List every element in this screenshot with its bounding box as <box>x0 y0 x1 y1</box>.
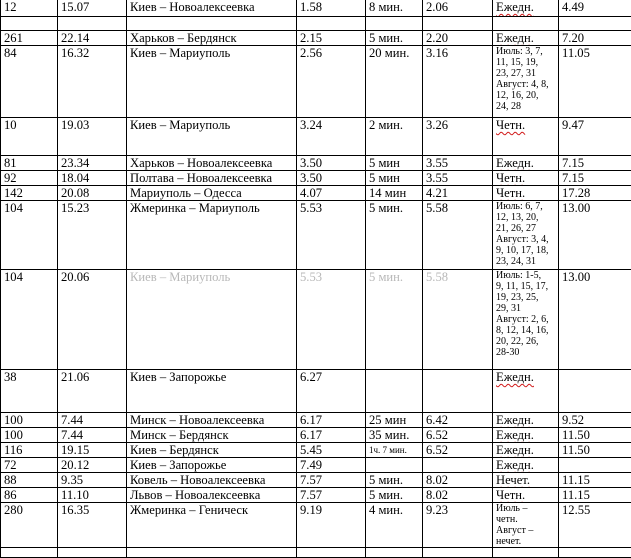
table-row <box>1 413 631 428</box>
table-row <box>1 503 631 548</box>
schedule-line: 12, 13, 20, <box>496 212 558 223</box>
cell-stop-duration: 35 мин. <box>366 428 423 443</box>
cell-arrival-time: 7.57 <box>297 473 366 488</box>
cell-arrival-time: 3.24 <box>297 118 366 156</box>
table-row <box>1 548 631 558</box>
schedule-line: Июль: 6, 7, <box>496 201 558 212</box>
cell-departure-from-station: 4.21 <box>423 186 493 201</box>
cell-train-number <box>1 17 58 31</box>
cell-arrival-destination: 11.50 <box>559 443 631 458</box>
cell-departure-time: 15.23 <box>58 201 127 270</box>
cell-route: Минск – Новоалексеевка <box>127 413 297 428</box>
cell-arrival-time: 7.49 <box>297 458 366 473</box>
cell-arrival-destination: 11.15 <box>559 473 631 488</box>
schedule-line: 19, 23, 25, <box>496 292 558 303</box>
cell-arrival-time: 5.53 <box>297 270 366 370</box>
cell-train-number: 261 <box>1 31 58 46</box>
cell-schedule: Четн. <box>493 171 559 186</box>
cell-route: Харьков – Новоалексеевка <box>127 156 297 171</box>
cell-route: Львов – Новоалексеевка <box>127 488 297 503</box>
cell-departure-from-station: 6.52 <box>423 428 493 443</box>
table-row <box>1 17 631 31</box>
cell-train-number: 100 <box>1 413 58 428</box>
cell-departure-from-station: 6.52 <box>423 443 493 458</box>
cell-departure-time: 16.32 <box>58 46 127 118</box>
table-row <box>1 270 631 370</box>
cell-route: Ковель – Новоалексеевка <box>127 473 297 488</box>
cell-route: Мариуполь – Одесса <box>127 186 297 201</box>
cell-stop-duration: 5 мин. <box>366 473 423 488</box>
cell-departure-time: 9.35 <box>58 473 127 488</box>
cell-departure-time: 16.35 <box>58 503 127 548</box>
cell-stop-duration: 5 мин. <box>366 31 423 46</box>
cell-departure-from-station: 6.42 <box>423 413 493 428</box>
schedule-line: Август: 2, 6, <box>496 314 558 325</box>
cell-schedule: Четн. <box>493 118 559 156</box>
cell-departure-from-station: 2.20 <box>423 31 493 46</box>
cell-route: Киев – Мариуполь <box>127 46 297 118</box>
cell-train-number: 104 <box>1 270 58 370</box>
table-row <box>1 428 631 443</box>
cell-train-number: 12 <box>1 0 58 17</box>
cell-arrival-time: 1.58 <box>297 0 366 17</box>
cell-departure-time: 7.44 <box>58 413 127 428</box>
cell-departure-time: 18.04 <box>58 171 127 186</box>
schedule-line: Август – <box>496 525 558 536</box>
cell-arrival-time: 2.15 <box>297 31 366 46</box>
cell-stop-duration: 5 мин. <box>366 201 423 270</box>
cell-departure-from-station: 8.02 <box>423 473 493 488</box>
cell-departure-from-station <box>423 458 493 473</box>
cell-route: Харьков – Бердянск <box>127 31 297 46</box>
cell-stop-duration: 25 мин <box>366 413 423 428</box>
cell-train-number: 86 <box>1 488 58 503</box>
schedule-line: четн. <box>496 514 558 525</box>
cell-departure-from-station: 5.58 <box>423 270 493 370</box>
cell-train-number: 38 <box>1 370 58 413</box>
schedule-line: 24, 28 <box>496 101 558 112</box>
cell-departure-time <box>58 548 127 558</box>
cell-stop-duration <box>366 548 423 558</box>
cell-departure-from-station: 9.23 <box>423 503 493 548</box>
cell-departure-time: 22.14 <box>58 31 127 46</box>
cell-arrival-destination: 11.05 <box>559 46 631 118</box>
cell-schedule: Ежедн. <box>493 413 559 428</box>
cell-arrival-time: 5.45 <box>297 443 366 458</box>
table-row <box>1 443 631 458</box>
cell-arrival-destination: 7.20 <box>559 31 631 46</box>
cell-arrival-time: 6.27 <box>297 370 366 413</box>
cell-arrival-destination <box>559 548 631 558</box>
cell-departure-from-station <box>423 370 493 413</box>
cell-schedule: Ежедн. <box>493 370 559 413</box>
cell-schedule: Ежедн. <box>493 156 559 171</box>
schedule-line: 8, 12, 14, 16, <box>496 325 558 336</box>
cell-arrival-time: 4.07 <box>297 186 366 201</box>
cell-stop-duration <box>366 370 423 413</box>
schedule-line: Август: 4, 8, <box>496 79 558 90</box>
cell-route: Полтава – Новоалексеевка <box>127 171 297 186</box>
table-row <box>1 171 631 186</box>
cell-train-number: 104 <box>1 201 58 270</box>
cell-route: Киев – Новоалексеевка <box>127 0 297 17</box>
cell-departure-time: 23.34 <box>58 156 127 171</box>
cell-arrival-destination: 13.00 <box>559 270 631 370</box>
cell-arrival-time: 5.53 <box>297 201 366 270</box>
schedule-line: Июль – <box>496 503 558 514</box>
cell-departure-time: 20.06 <box>58 270 127 370</box>
cell-stop-duration: 2 мин. <box>366 118 423 156</box>
cell-train-number: 100 <box>1 428 58 443</box>
cell-departure-time: 11.10 <box>58 488 127 503</box>
cell-train-number: 84 <box>1 46 58 118</box>
cell-arrival-time <box>297 17 366 31</box>
cell-arrival-time: 7.57 <box>297 488 366 503</box>
cell-arrival-destination: 12.55 <box>559 503 631 548</box>
table-row <box>1 186 631 201</box>
cell-arrival-time: 2.56 <box>297 46 366 118</box>
cell-departure-from-station: 2.06 <box>423 0 493 17</box>
cell-schedule <box>493 17 559 31</box>
cell-route: Минск – Бердянск <box>127 428 297 443</box>
cell-departure-time: 20.12 <box>58 458 127 473</box>
table-row <box>1 473 631 488</box>
cell-route: Киев – Мариуполь <box>127 270 297 370</box>
cell-arrival-time: 3.50 <box>297 156 366 171</box>
cell-schedule: Четн. <box>493 186 559 201</box>
schedule-line: 9, 10, 17, 18, <box>496 245 558 256</box>
cell-train-number: 81 <box>1 156 58 171</box>
cell-departure-time: 15.07 <box>58 0 127 17</box>
cell-train-number: 88 <box>1 473 58 488</box>
cell-schedule: Ежедн. <box>493 443 559 458</box>
cell-train-number <box>1 548 58 558</box>
schedule-line: 20, 22, 26, <box>496 336 558 347</box>
cell-arrival-destination: 7.15 <box>559 156 631 171</box>
schedule-line: 28-30 <box>496 347 558 358</box>
cell-departure-time: 20.08 <box>58 186 127 201</box>
schedule-line: 29, 31 <box>496 303 558 314</box>
cell-route: Киев – Бердянск <box>127 443 297 458</box>
cell-arrival-destination: 4.49 <box>559 0 631 17</box>
cell-schedule <box>493 270 559 370</box>
cell-route <box>127 548 297 558</box>
cell-arrival-destination <box>559 17 631 31</box>
cell-schedule: Ежедн. <box>493 31 559 46</box>
cell-arrival-time: 3.50 <box>297 171 366 186</box>
cell-stop-duration: 4 мин. <box>366 503 423 548</box>
cell-schedule: Нечет. <box>493 473 559 488</box>
cell-departure-from-station <box>423 548 493 558</box>
cell-arrival-destination: 9.47 <box>559 118 631 156</box>
cell-departure-from-station: 3.26 <box>423 118 493 156</box>
schedule-line: Август: 3, 4, <box>496 234 558 245</box>
cell-stop-duration: 5 мин <box>366 171 423 186</box>
cell-arrival-destination <box>559 458 631 473</box>
cell-schedule: Ежедн. <box>493 458 559 473</box>
table-row <box>1 488 631 503</box>
schedule-line: 11, 15, 19, <box>496 57 558 68</box>
cell-route: Киев – Запорожье <box>127 458 297 473</box>
cell-train-number: 142 <box>1 186 58 201</box>
cell-arrival-time: 6.17 <box>297 413 366 428</box>
cell-departure-time: 19.15 <box>58 443 127 458</box>
table-row <box>1 370 631 413</box>
cell-schedule: Ежедн. <box>493 428 559 443</box>
schedule-line: нечет. <box>496 536 558 547</box>
cell-arrival-destination: 7.15 <box>559 171 631 186</box>
cell-departure-from-station: 3.55 <box>423 156 493 171</box>
schedule-line: Июль: 3, 7, <box>496 46 558 57</box>
cell-schedule <box>493 201 559 270</box>
cell-schedule: Ежедн. <box>493 0 559 17</box>
cell-arrival-destination: 11.15 <box>559 488 631 503</box>
cell-stop-duration: 5 мин. <box>366 488 423 503</box>
cell-stop-duration: 5 мин. <box>366 270 423 370</box>
cell-departure-from-station: 3.16 <box>423 46 493 118</box>
cell-schedule <box>493 503 559 548</box>
cell-stop-duration: 5 мин <box>366 156 423 171</box>
cell-train-number: 280 <box>1 503 58 548</box>
cell-train-number: 72 <box>1 458 58 473</box>
cell-arrival-time: 9.19 <box>297 503 366 548</box>
cell-arrival-destination: 17.28 <box>559 186 631 201</box>
table-row <box>1 156 631 171</box>
table-row <box>1 458 631 473</box>
cell-departure-from-station: 3.55 <box>423 171 493 186</box>
cell-route: Жмеринка – Мариуполь <box>127 201 297 270</box>
cell-arrival-destination: 9.52 <box>559 413 631 428</box>
table-row <box>1 31 631 46</box>
schedule-line: 23, 24, 31 <box>496 256 558 267</box>
cell-arrival-destination <box>559 370 631 413</box>
cell-train-number: 10 <box>1 118 58 156</box>
schedule-line: Июль: 1-5, <box>496 270 558 281</box>
cell-route: Жмеринка – Геническ <box>127 503 297 548</box>
table-row <box>1 201 631 270</box>
cell-route: Киев – Мариуполь <box>127 118 297 156</box>
table-row <box>1 0 631 17</box>
table-row <box>1 118 631 156</box>
cell-train-number: 92 <box>1 171 58 186</box>
cell-departure-from-station <box>423 17 493 31</box>
cell-stop-duration: 8 мин. <box>366 0 423 17</box>
cell-stop-duration: 14 мин <box>366 186 423 201</box>
cell-departure-time: 19.03 <box>58 118 127 156</box>
cell-schedule <box>493 46 559 118</box>
schedule-line: 9, 11, 15, 17, <box>496 281 558 292</box>
schedule-line: 23, 27, 31 <box>496 68 558 79</box>
cell-stop-duration: 1ч. 7 мин. <box>366 443 423 458</box>
cell-departure-time: 21.06 <box>58 370 127 413</box>
cell-stop-duration <box>366 458 423 473</box>
schedule-line: 12, 16, 20, <box>496 90 558 101</box>
cell-train-number: 116 <box>1 443 58 458</box>
cell-departure-time: 7.44 <box>58 428 127 443</box>
cell-departure-from-station: 8.02 <box>423 488 493 503</box>
cell-arrival-time <box>297 548 366 558</box>
cell-stop-duration: 20 мин. <box>366 46 423 118</box>
table-row <box>1 46 631 118</box>
cell-route: Киев – Запорожье <box>127 370 297 413</box>
cell-schedule <box>493 548 559 558</box>
cell-arrival-time: 6.17 <box>297 428 366 443</box>
cell-route <box>127 17 297 31</box>
schedule-line: 21, 26, 27 <box>496 223 558 234</box>
cell-schedule: Четн. <box>493 488 559 503</box>
cell-departure-from-station: 5.58 <box>423 201 493 270</box>
cell-arrival-destination: 11.50 <box>559 428 631 443</box>
cell-departure-time <box>58 17 127 31</box>
cell-arrival-destination: 13.00 <box>559 201 631 270</box>
cell-stop-duration <box>366 17 423 31</box>
